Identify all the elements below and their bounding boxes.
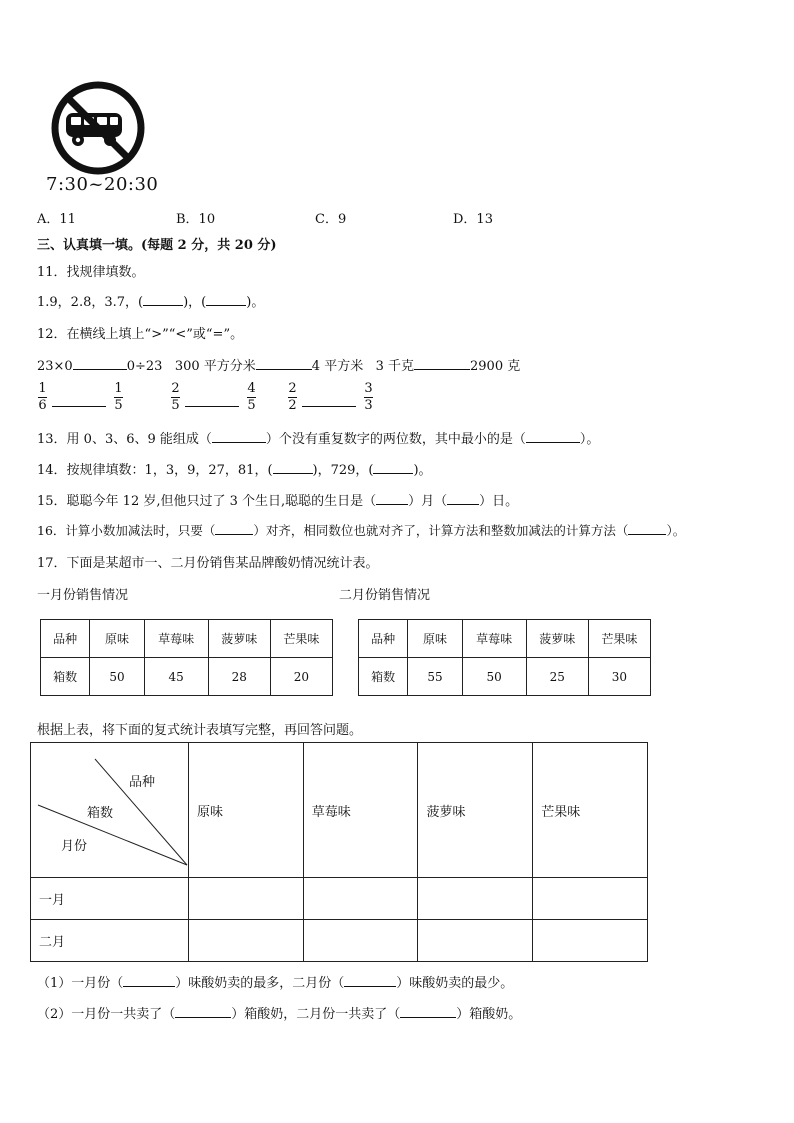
answer-cell[interactable] (303, 920, 418, 962)
table-row (31, 920, 648, 962)
table-row (359, 620, 651, 658)
q17-text: 17．下面是某超市一、二月份销售某品牌酸奶情况统计表。 (37, 556, 379, 571)
fraction: 3 3 (364, 381, 373, 413)
table-cell: 20 (270, 658, 332, 696)
answer-blank[interactable] (175, 1005, 231, 1018)
fraction: 1 5 (114, 381, 123, 413)
table-header-cell: 菠萝味 (526, 620, 588, 658)
q12-text: 12．在横线上填上“>”“<”或“=”。 (37, 327, 244, 342)
table-cell: 28 (208, 658, 270, 696)
table-row (31, 743, 648, 878)
answer-cell[interactable] (303, 878, 418, 920)
fraction: 2 2 (288, 381, 297, 413)
answer-blank[interactable] (73, 357, 127, 370)
q15-part2: ）月（ (408, 494, 448, 509)
table-header-cell: 草莓味 (144, 620, 208, 658)
q17-sub1-part3: ）味酸奶卖的最少。 (396, 976, 514, 991)
q15-line (37, 490, 518, 509)
q11-prefix: 1.9，2.8，3.7，( (37, 295, 144, 310)
table-row (41, 658, 333, 696)
q17-instruction: 根据上表，将下面的复式统计表填写完整，再回答问题。 (37, 723, 363, 738)
q12-expr-c: 300 平方分米 (174, 359, 256, 374)
sign-time-text: 7:30~20:30 (46, 174, 159, 195)
diagonal-header-cell (31, 743, 189, 878)
option-c: C．9 (315, 212, 347, 227)
answer-blank[interactable] (206, 293, 246, 306)
table-row-label: 箱数 (41, 658, 90, 696)
q17-sub2 (37, 1003, 521, 1022)
feb-table-title: 二月份销售情况 (339, 588, 431, 603)
answer-blank[interactable] (143, 293, 183, 306)
table-cell: 30 (588, 658, 650, 696)
table-row-label: 箱数 (359, 658, 408, 696)
q12-expr-e: 3 千克 (375, 359, 415, 374)
q17-sub1-part1: （1）一月份（ (37, 976, 124, 991)
answer-cell[interactable] (533, 920, 648, 962)
q16-line (37, 521, 685, 539)
jan-sales-table (40, 619, 333, 696)
table-row-label: 一月 (31, 878, 189, 920)
q17-sub2-part2: ）箱酸奶，二月份一共卖了（ (231, 1007, 401, 1022)
diag-label-kind: 品种 (129, 775, 156, 790)
option-b: B．10 (176, 212, 216, 227)
table-header-cell: 菠萝味 (208, 620, 270, 658)
table-header-cell: 原味 (408, 620, 462, 658)
answer-blank[interactable] (212, 430, 266, 443)
answer-blank[interactable] (447, 492, 479, 505)
table-header-cell: 原味 (189, 743, 304, 878)
table-header-cell: 草莓味 (462, 620, 526, 658)
table-header-cell: 草莓味 (303, 743, 418, 878)
option-d: D．13 (453, 212, 493, 227)
table-row-label: 二月 (31, 920, 189, 962)
q11-sequence (37, 291, 264, 310)
table-header-cell: 芒果味 (270, 620, 332, 658)
table-header-cell: 芒果味 (588, 620, 650, 658)
diag-label-month: 月份 (61, 839, 88, 854)
q17-sub1-part2: ）味酸奶卖的最多，二月份（ (175, 976, 345, 991)
answer-blank[interactable] (376, 492, 408, 505)
answer-cell[interactable] (533, 878, 648, 920)
q14-part2: )，729，( (312, 463, 374, 478)
table-cell: 55 (408, 658, 462, 696)
q17-sub1 (37, 972, 513, 991)
q11-text: 11．找规律填数。 (37, 265, 145, 280)
answer-blank[interactable] (373, 461, 413, 474)
q12-expr-a: 23×0 (37, 359, 73, 374)
answer-cell[interactable] (418, 878, 533, 920)
q14-line (37, 459, 432, 478)
answer-blank[interactable] (400, 1005, 456, 1018)
jan-table-title: 一月份销售情况 (37, 588, 129, 603)
q14-part3: )。 (413, 463, 432, 478)
q13-part3: ）。 (579, 432, 600, 447)
table-header-cell: 芒果味 (533, 743, 648, 878)
answer-blank[interactable] (526, 430, 580, 443)
q12-expr-f: 2900 克 (470, 359, 521, 374)
no-bus-sign-icon (50, 80, 146, 176)
answer-blank[interactable] (344, 974, 396, 987)
option-a: A．11 (37, 212, 76, 227)
fraction: 2 5 (171, 381, 180, 413)
q13-part2: ）个没有重复数字的两位数，其中最小的是（ (265, 432, 526, 447)
q17-sub2-part3: ）箱酸奶。 (456, 1007, 522, 1022)
table-cell: 45 (144, 658, 208, 696)
table-header-cell: 原味 (90, 620, 144, 658)
q12-expr-d: 4 平方米 (311, 359, 364, 374)
answer-blank[interactable] (273, 461, 313, 474)
answer-blank[interactable] (628, 522, 666, 535)
q12-row1 (37, 355, 520, 374)
answer-blank[interactable] (185, 406, 239, 407)
table-header-cell: 品种 (41, 620, 90, 658)
table-cell: 50 (90, 658, 144, 696)
fraction: 4 5 (247, 381, 256, 413)
table-row (31, 878, 648, 920)
answer-blank[interactable] (414, 357, 470, 370)
q16-part2: ）对齐，相同数位也就对齐了，计算方法和整数加减法的计算方法（ (253, 523, 629, 538)
table-cell: 50 (462, 658, 526, 696)
answer-cell[interactable] (189, 920, 304, 962)
q15-part3: ）日。 (479, 494, 519, 509)
answer-blank[interactable] (215, 522, 253, 535)
section-heading: 三、认真填一填。(每题 2 分，共 20 分) (37, 238, 277, 253)
answer-blank[interactable] (123, 974, 175, 987)
table-row (359, 658, 651, 696)
diag-label-boxes: 箱数 (87, 806, 114, 821)
table-header-cell: 品种 (359, 620, 408, 658)
answer-cell[interactable] (189, 878, 304, 920)
q12-expr-b: 0÷23 (126, 359, 163, 374)
answer-blank[interactable] (256, 357, 312, 370)
q17-sub2-part1: （2）一月份一共卖了（ (37, 1007, 176, 1022)
answer-cell[interactable] (418, 920, 533, 962)
q13-line (37, 428, 599, 447)
fraction: 1 6 (38, 381, 47, 413)
table-cell: 25 (526, 658, 588, 696)
q13-part1: 13．用 0、3、6、9 能组成（ (37, 432, 212, 447)
feb-sales-table (358, 619, 651, 696)
q15-part1: 15．聪聪今年 12 岁,但他只过了 3 个生日,聪聪的生日是（ (37, 494, 377, 509)
q16-part1: 16．计算小数加减法时，只要（ (37, 523, 216, 538)
compound-stat-table (30, 742, 648, 962)
q11-sep: )，( (183, 295, 207, 310)
q11-end: )。 (246, 295, 265, 310)
q14-part1: 14．按规律填数：1，3，9，27，81，( (37, 463, 273, 478)
answer-blank[interactable] (52, 406, 106, 407)
q16-part3: ）。 (666, 523, 686, 538)
answer-blank[interactable] (302, 406, 356, 407)
table-row (41, 620, 333, 658)
table-header-cell: 菠萝味 (418, 743, 533, 878)
